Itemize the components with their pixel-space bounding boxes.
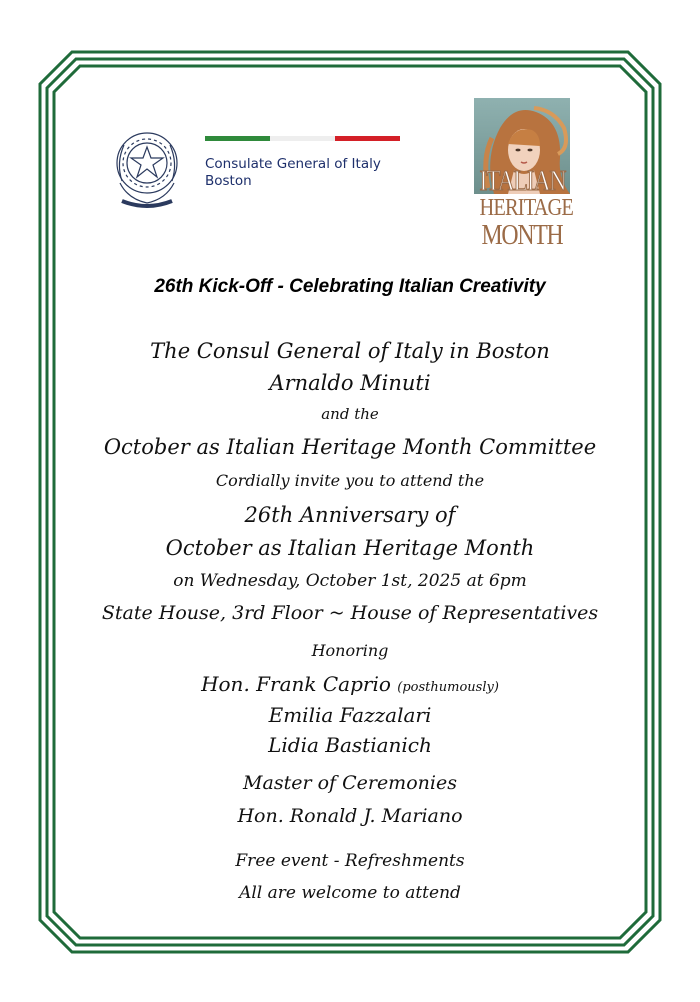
consulate-line-1: Consulate General of Italy [205, 156, 381, 172]
invite-text: Cordially invite you to attend the [215, 471, 485, 490]
event-date: on Wednesday, October 1st, 2025 at 6pm [173, 571, 527, 591]
logo-word-italian: ITALIAN [479, 166, 566, 197]
logo-word-month: MONTH [481, 220, 563, 251]
italian-flag-stripe [205, 136, 400, 141]
logo-word-heritage: HERITAGE [479, 195, 574, 221]
honoree-2: Emilia Fazzalari [268, 703, 432, 727]
free-event-text: Free event - Refreshments [235, 851, 465, 871]
mc-label: Master of Ceremonies [243, 772, 457, 794]
committee-name: October as Italian Heritage Month Committee [103, 435, 597, 459]
honoring-label: Honoring [311, 641, 389, 660]
honoree-3: Lidia Bastianich [268, 733, 432, 757]
anniversary-text: 26th Anniversary of [244, 503, 456, 527]
host-title: The Consul General of Italy in Boston [150, 339, 550, 363]
mc-name: Hon. Ronald J. Mariano [237, 805, 463, 827]
consulate-name [205, 156, 381, 190]
consulate-line-2: Boston [205, 173, 252, 189]
welcome-text: All are welcome to attend [239, 883, 461, 903]
honoree-1-note: (posthumously) [397, 680, 499, 695]
event-location: State House, 3rd Floor ~ House of Representatives [101, 602, 599, 624]
host-name: Arnaldo Minuti [269, 371, 431, 395]
event-name: October as Italian Heritage Month [165, 536, 535, 560]
honoree-1 [0, 672, 700, 696]
italian-heritage-month-logo [472, 168, 572, 249]
italian-republic-emblem-icon [108, 123, 186, 211]
and-the-text: and the [321, 405, 379, 423]
honoree-1-name: Hon. Frank Caprio [201, 672, 391, 696]
headline: 26th Kick-Off - Celebrating Italian Creativity [154, 276, 546, 297]
